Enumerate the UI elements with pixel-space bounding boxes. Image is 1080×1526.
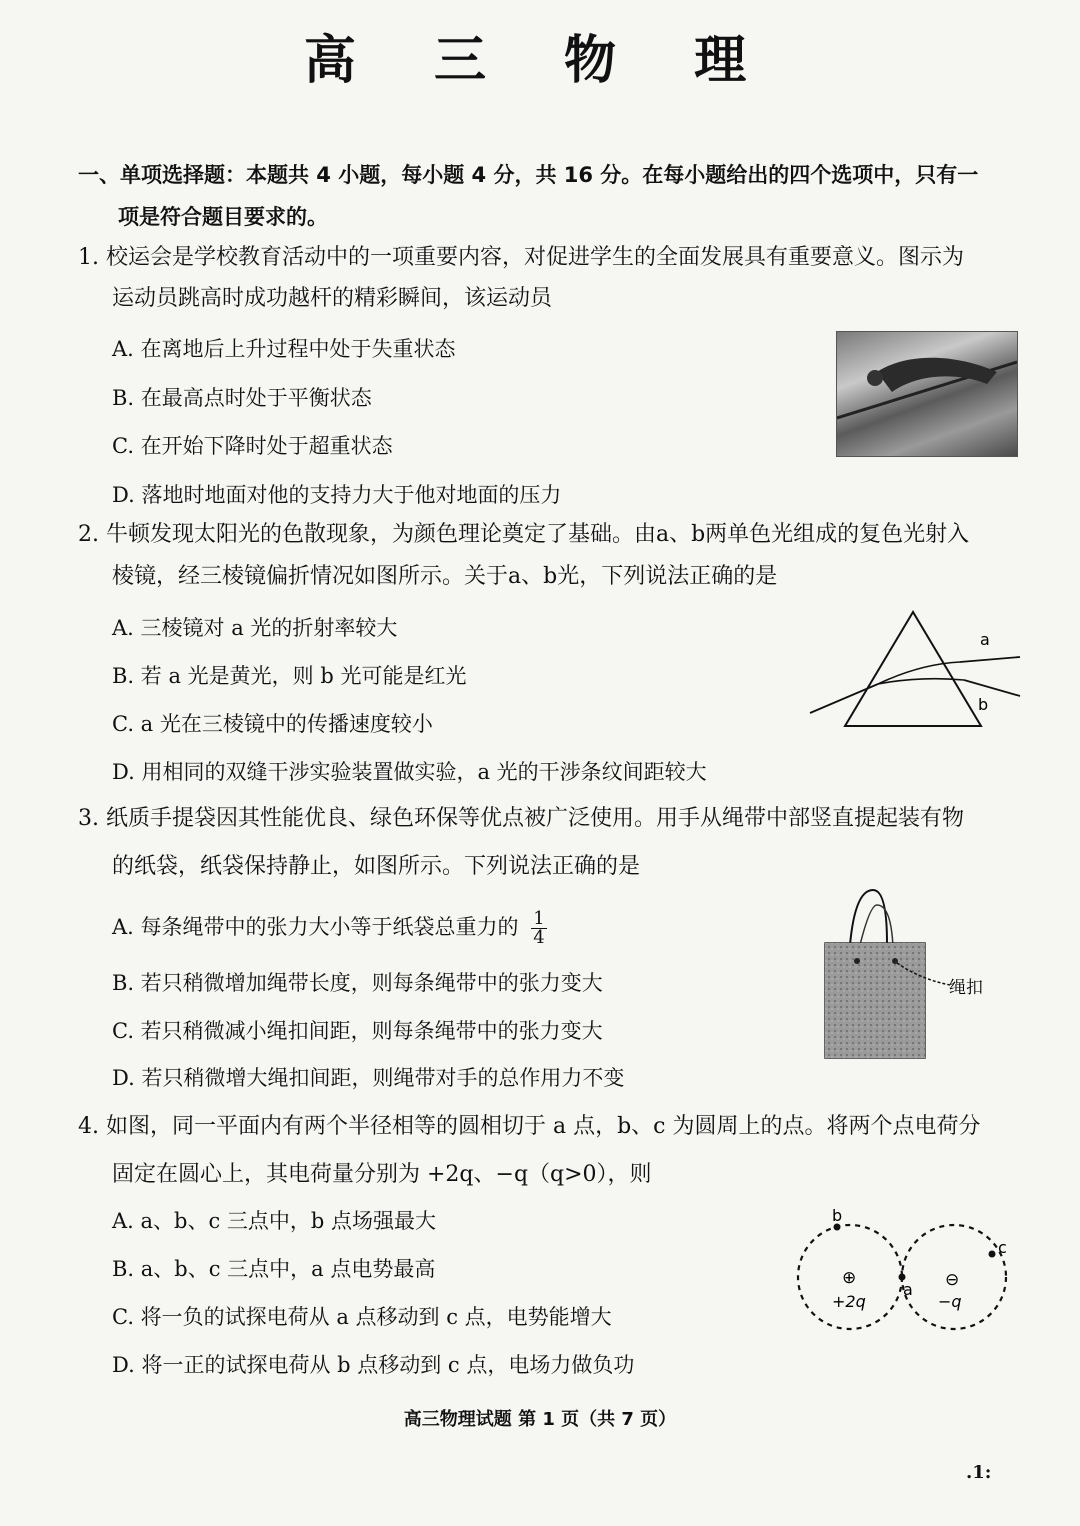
fraction-denominator: 4 xyxy=(533,927,545,948)
label-c: c xyxy=(998,1238,1007,1257)
page-title: 高 三 物 理 xyxy=(303,31,777,91)
high-jump-figure xyxy=(837,332,1017,456)
q1-option-d: D. 落地时地面对他的支持力大于他对地面的压力 xyxy=(112,483,562,507)
q2-stem: 2. 牛顿发现太阳光的色散现象，为颜色理论奠定了基础。由a、b两单色光组成的复色光射入 xyxy=(78,522,970,547)
section-header-cont: 项是符合题目要求的。 xyxy=(118,205,328,229)
charge-circles-diagram xyxy=(790,1205,1020,1340)
positive-charge-symbol: ⊕ xyxy=(842,1268,857,1288)
label-a: a xyxy=(903,1280,913,1299)
bag-texture xyxy=(825,943,925,1058)
prism-triangle xyxy=(845,612,981,726)
bag-strap-right xyxy=(860,905,893,947)
q4-stem: 4. 如图，同一平面内有两个半径相等的圆相切于 a 点，b、c 为圆周上的点。将两个点电荷分 xyxy=(78,1114,981,1139)
q1-stem: 1. 校运会是学校教育活动中的一项重要内容，对促进学生的全面发展具有重要意义。图示为 xyxy=(78,245,964,270)
ray-b-inside xyxy=(878,679,964,684)
q3-option-b: B. 若只稍微增加绳带长度，则每条绳带中的张力变大 xyxy=(112,971,603,995)
q2-option-b: B. 若 a 光是黄光，则 b 光可能是红光 xyxy=(112,664,467,688)
paper-bag-figure xyxy=(815,885,1005,1060)
page-footer: 高三物理试题 第 1 页（共 7 页） xyxy=(403,1409,677,1430)
q4-option-a: A. a、b、c 三点中，b 点场强最大 xyxy=(112,1209,437,1233)
fraction-numerator: 1 xyxy=(533,908,545,929)
negative-charge-symbol: ⊖ xyxy=(945,1270,960,1290)
q4-option-c: C. 将一负的试探电荷从 a 点移动到 c 点，电势能增大 xyxy=(112,1305,612,1329)
ray-b-out xyxy=(964,680,1020,696)
q3-stem-cont: 的纸袋，纸袋保持静止，如图所示。下列说法正确的是 xyxy=(112,854,641,879)
ray-b-label: b xyxy=(978,695,989,714)
q1-option-b: B. 在最高点时处于平衡状态 xyxy=(112,386,372,410)
label-b: b xyxy=(832,1206,843,1225)
incident-ray xyxy=(810,684,878,713)
negative-charge-label: −q xyxy=(938,1292,962,1311)
q1-option-c: C. 在开始下降时处于超重状态 xyxy=(112,434,393,458)
q4-option-b: B. a、b、c 三点中，a 点电势最高 xyxy=(112,1257,436,1281)
high-jump-photo xyxy=(836,331,1018,457)
ray-a-label: a xyxy=(980,630,990,649)
prism-diagram xyxy=(800,600,1030,735)
ray-a-inside xyxy=(878,662,960,684)
ray-a-out xyxy=(960,657,1020,662)
q3-option-a xyxy=(112,910,547,947)
q3-stem: 3. 纸质手提袋因其性能优良、绿色环保等优点被广泛使用。用手从绳带中部竖直提起装有物 xyxy=(78,806,964,831)
q3-option-c: C. 若只稍微减小绳扣间距，则每条绳带中的张力变大 xyxy=(112,1019,603,1043)
positive-charge-label: +2q xyxy=(832,1292,866,1311)
point-c xyxy=(989,1251,996,1258)
q4-option-d: D. 将一正的试探电荷从 b 点移动到 c 点，电场力做负功 xyxy=(112,1353,635,1377)
knot-label: 绳扣 xyxy=(949,978,983,998)
q4-stem-cont: 固定在圆心上，其电荷量分别为 +2q、−q（q>0），则 xyxy=(112,1162,652,1187)
q3-option-d: D. 若只稍微增大绳扣间距，则绳带对手的总作用力不变 xyxy=(112,1066,625,1090)
q2-option-c: C. a 光在三棱镜中的传播速度较小 xyxy=(112,712,433,736)
q3-option-a-text: A. 每条绳带中的张力大小等于纸袋总重力的 xyxy=(112,915,519,939)
q2-stem-cont: 棱镜，经三棱镜偏折情况如图所示。关于a、b光，下列说法正确的是 xyxy=(112,564,778,589)
section-header: 一、单项选择题：本题共 4 小题，每小题 4 分，共 16 分。在每小题给出的四个选项中，只有一 xyxy=(78,163,979,187)
q2-option-a: A. 三棱镜对 a 光的折射率较大 xyxy=(112,616,398,640)
q2-option-d: D. 用相同的双缝干涉实验装置做实验，a 光的干涉条纹间距较大 xyxy=(112,760,707,784)
corner-mark: .1: xyxy=(966,1462,992,1483)
q1-option-a: A. 在离地后上升过程中处于失重状态 xyxy=(112,337,456,361)
q1-stem-cont: 运动员跳高时成功越杆的精彩瞬间，该运动员 xyxy=(112,286,553,311)
knot-left xyxy=(854,958,860,964)
fraction-one-quarter xyxy=(531,910,546,947)
